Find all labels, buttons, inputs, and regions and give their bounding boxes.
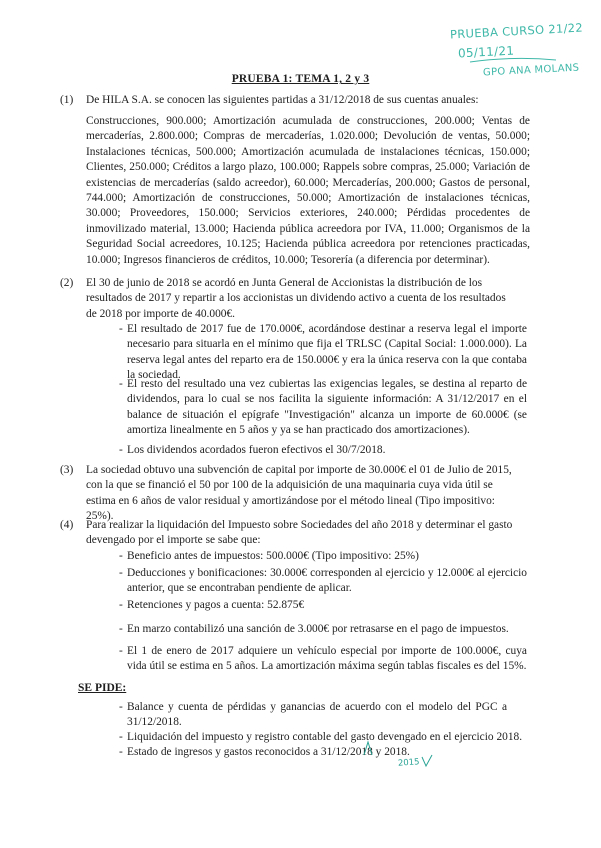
item-4 [60,518,516,549]
bullet-text: El resto del resultado una vez cubiertas las exigencias legales, se destina al reparto de dividendos, para lo cual se nos facilita la siguiente información: A 31/12/2017 en el balance de situación el epígrafe "Investigación" alcanza un importe de 60.000€ (se amortiza linealmente en 5 años y ya se han practicado dos amortizaciones). [127,378,527,437]
bullet-dash: - [119,645,123,657]
handwritten-correction: 2015 [397,757,420,769]
item-intro: Para realizar la liquidación del Impuesto sobre Sociedades del año 2018 y determinar el gasto devengado por el importe se sabe que: [86,519,513,547]
item-3 [60,463,516,525]
bullet-dash: - [119,378,123,390]
bullet-text: El resultado de 2017 fue de 170.000€, acordándose destinar a reserva legal el importe necesario para situarla en el mínimo que fija el TRLSC (Capital Social: 1.000.000). La reserva legal antes del reparto era de 150.000€ y era la única reserva con la que contaba la sociedad. [127,323,527,382]
bullet-dash: - [119,731,123,743]
handwritten-check-icon [420,754,434,768]
bullet-text: En marzo contabilizó una sanción de 3.000€ por retrasarse en el pago de impuestos. [127,623,509,635]
bullet-dash: - [119,323,123,335]
bullet-text: El 1 de enero de 2017 adquiere un vehículo especial por importe de 100.000€, cuya vida útil se estima en 5 años. La amortización máxima según tablas fiscales es del 15%. [127,645,527,673]
item-intro: De HILA S.A. se conocen las siguientes partidas a 31/12/2018 de sus cuentas anuales: [86,94,479,106]
section-heading: SE PIDE: [78,682,127,694]
exam-title: PRUEBA 1: TEMA 1, 2 y 3 [231,73,370,85]
item-1-body: Construcciones, 900.000; Amortización acumulada de construcciones, 200.000; Ventas de mercaderías, 2.800.000; Compras de mercaderías, 1.020.000; Devolución de ventas, 50.000; Instalaciones técnicas, 500.000; Amortización acumulada de instalaciones técnicas, 150.000; Clientes, 250.000; Créditos a largo plazo, 100.000; Rappels sobre compras, 25.000; Variación de existencias de mercaderías (saldo acreedor), 60.000; Mercaderías, 200.000; Gastos de personal, 744.000; Amortización de construcciones, 50.000; Amortización de instalaciones técnicas, 30.000; Proveedores, 150.000; Servicios exteriores, 240.000; Pérdidas procedentes de inmovilizado material, 13.000; Hacienda pública acreedora por IVA, 11.000; Organismos de la Seguridad Social acreedores, 10.125; Hacienda pública acreedora por retenciones practicadas, 10.000; Ingresos financieros de créditos, 10.000; Tesorería (a diferencia por determinar). [86,115,530,266]
item-number: (4) [60,519,74,531]
list-item [119,443,527,458]
list-item [119,700,507,731]
bullet-dash: - [119,599,123,611]
bullet-text: Estado de ingresos y gastos reconocidos a 31/12/2018 y 2018. [127,746,410,758]
bullet-dash: - [119,444,123,456]
bullet-dash: - [119,550,123,562]
bullet-text: Los dividendos acordados fueron efectivos el 30/7/2018. [127,444,386,456]
handwritten-note-line3: GPO ANA MOLANS [482,62,580,79]
item-2 [60,276,506,322]
bullet-dash: - [119,567,123,579]
handwritten-note-line1: PRUEBA CURSO 21/22 [449,20,584,42]
list-item [119,730,527,745]
handwritten-note-line2: 05/11/21 [457,43,515,61]
bullet-text: Balance y cuenta de pérdidas y ganancias de acuerdo con el modelo del PGC a 31/12/2018. [127,701,507,729]
list-item [119,644,527,675]
bullet-text: Liquidación del impuesto y registro contable del gasto devengado en el ejercicio 2018. [127,731,523,743]
bullet-text: Beneficio antes de impuestos: 500.000€ (Tipo impositivo: 25%) [127,550,419,562]
bullet-dash: - [119,623,123,635]
list-item [119,622,527,637]
list-item [119,322,527,384]
bullet-dash: - [119,701,123,713]
list-item [119,549,527,564]
list-item [119,745,527,760]
list-item [119,598,527,613]
item-number: (1) [60,94,74,106]
item-text: La sociedad obtuvo una subvención de capital por importe de 30.000€ el 01 de Julio de 2015, con la que se financió el 50 por 100 de la adquisición de una maquinaria cuya vida útil se estima en 6 años de valor residual y amortizándose por el método lineal (Tipo impositivo: 25%). [86,464,512,523]
bullet-dash: - [119,746,123,758]
item-number: (3) [60,464,74,476]
bullet-text: Retenciones y pagos a cuenta: 52.875€ [127,599,305,611]
list-item [119,566,527,597]
handwritten-underline-icon [468,52,558,66]
item-1 [60,93,531,108]
bullet-text: Deducciones y bonificaciones: 30.000€ corresponden al ejercicio y 12.000€ al ejercicio anterior, que se encontraban pendiente de aplicar. [127,567,527,595]
item-intro: El 30 de junio de 2018 se acordó en Junta General de Accionistas la distribución de los resultados de 2017 y repartir a los accionistas un dividendo activo a cuenta de los resultados de 2018 por importe de 40.000€. [86,277,506,320]
handwritten-correction-mark-icon [361,739,375,757]
item-number: (2) [60,277,74,289]
list-item [119,377,527,439]
